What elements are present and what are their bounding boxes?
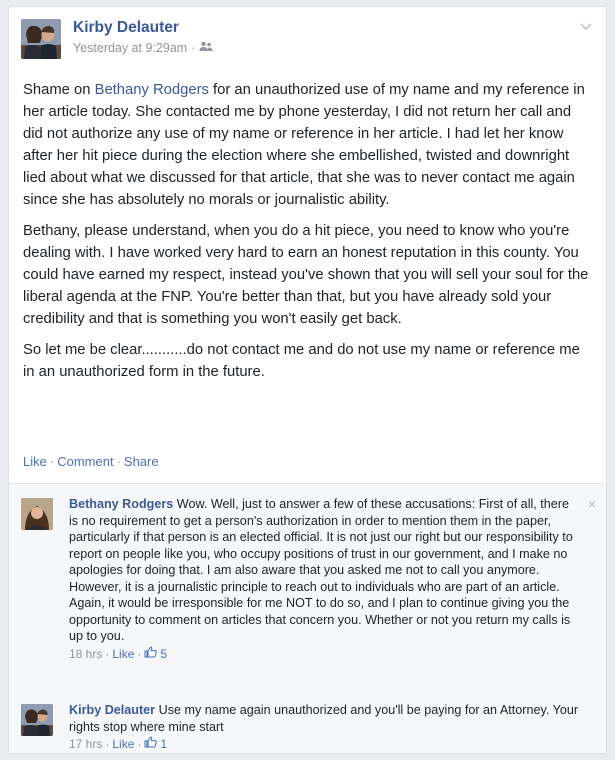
comments-section [9, 483, 606, 753]
comment-author[interactable]: Kirby Delauter [69, 703, 156, 717]
commenter-avatar[interactable] [21, 704, 53, 736]
comment-time[interactable]: 18 hrs [69, 646, 103, 661]
like-button[interactable]: Like [23, 454, 47, 469]
comment-body [69, 496, 580, 662]
comment-item [21, 496, 596, 696]
comment-item [21, 702, 596, 756]
comment-time[interactable]: 17 hrs [69, 737, 103, 751]
close-icon[interactable]: × [587, 496, 596, 512]
post-paragraph-3: So let me be clear...........do not contact me and do not use my name or reference me in an unauthorized form in the future. [23, 342, 580, 380]
thumbs-up-icon [144, 736, 157, 753]
post-actions: Like · Comment · Share [23, 454, 159, 469]
comment-text: Use my name again unauthorized and you'll be paying for an Attorney. Your rights stop where mine start [69, 703, 579, 734]
post-paragraph-1: Shame on Bethany Rodgers for an unauthorized use of my name and my reference in her article today. She contacted me by phone yesterday, I did not return her call and did not authorize any use of my name or reference in her article. I had let her know after her hit piece during the election where she embellished, twisted and downright lied about what we discussed for that article, that she was to never contact me again since she has absolutely no morals or journalistic ability. [23, 82, 585, 208]
share-button[interactable]: Share [123, 454, 159, 469]
chevron-down-icon[interactable] [578, 19, 594, 33]
comment-text: Wow. Well, just to answer a few of these accusations: First of all, there is no requirement to get a person's authorization in order to mention them in the paper, particularly if that person is an elected official. It is not just our right but our responsibility to report on people like you, who occupy positions of trust in our government, and I make no apologies for doing that. I am also aware that you asked me not to call you anymore. However, it is a journalistic principle to reach out to individuals who are part of an article. Again, it would be irresponsible for me NOT to do so, and I plan to continue giving you the opportunity to comment on articles that concern you. Whether or not you return my calls is up to you. [69, 497, 573, 643]
post-paragraph-2: Bethany, please understand, when you do a hit piece, you need to know who you're dealing with. I have worked very hard to earn an honest reputation in this county. You could have earned my respect, instead you've shown that you will sell your soul for the liberal agenda at the FNP. You're better than that, but you have already sold your credibility and that is something you won't easily get back. [23, 223, 589, 327]
author-avatar[interactable] [21, 19, 61, 59]
comment-body [69, 702, 580, 753]
comment-meta: 18 hrs · Like · 5 [69, 646, 168, 661]
friends-icon[interactable] [199, 41, 213, 55]
comment-meta: 17 hrs · Like · 1 [69, 737, 168, 751]
thumbs-up-icon [144, 646, 157, 663]
comment-author[interactable]: Bethany Rodgers [69, 497, 174, 511]
post-timestamp[interactable]: Yesterday at 9:29am [73, 41, 188, 55]
post-body [23, 79, 592, 392]
comment-like-count[interactable]: 1 [160, 737, 168, 751]
post-author-name[interactable]: Kirby Delauter [73, 19, 179, 36]
post-meta: Yesterday at 9:29am · [73, 41, 213, 55]
post-card [8, 6, 607, 754]
mention-link[interactable]: Bethany Rodgers [94, 82, 209, 98]
comment-button[interactable]: Comment [57, 454, 114, 469]
post-header [21, 19, 594, 75]
commenter-avatar[interactable] [21, 498, 53, 530]
comment-like-button[interactable]: Like [112, 646, 135, 661]
comment-like-count[interactable]: 5 [160, 646, 168, 661]
comment-like-button[interactable]: Like [112, 737, 135, 751]
